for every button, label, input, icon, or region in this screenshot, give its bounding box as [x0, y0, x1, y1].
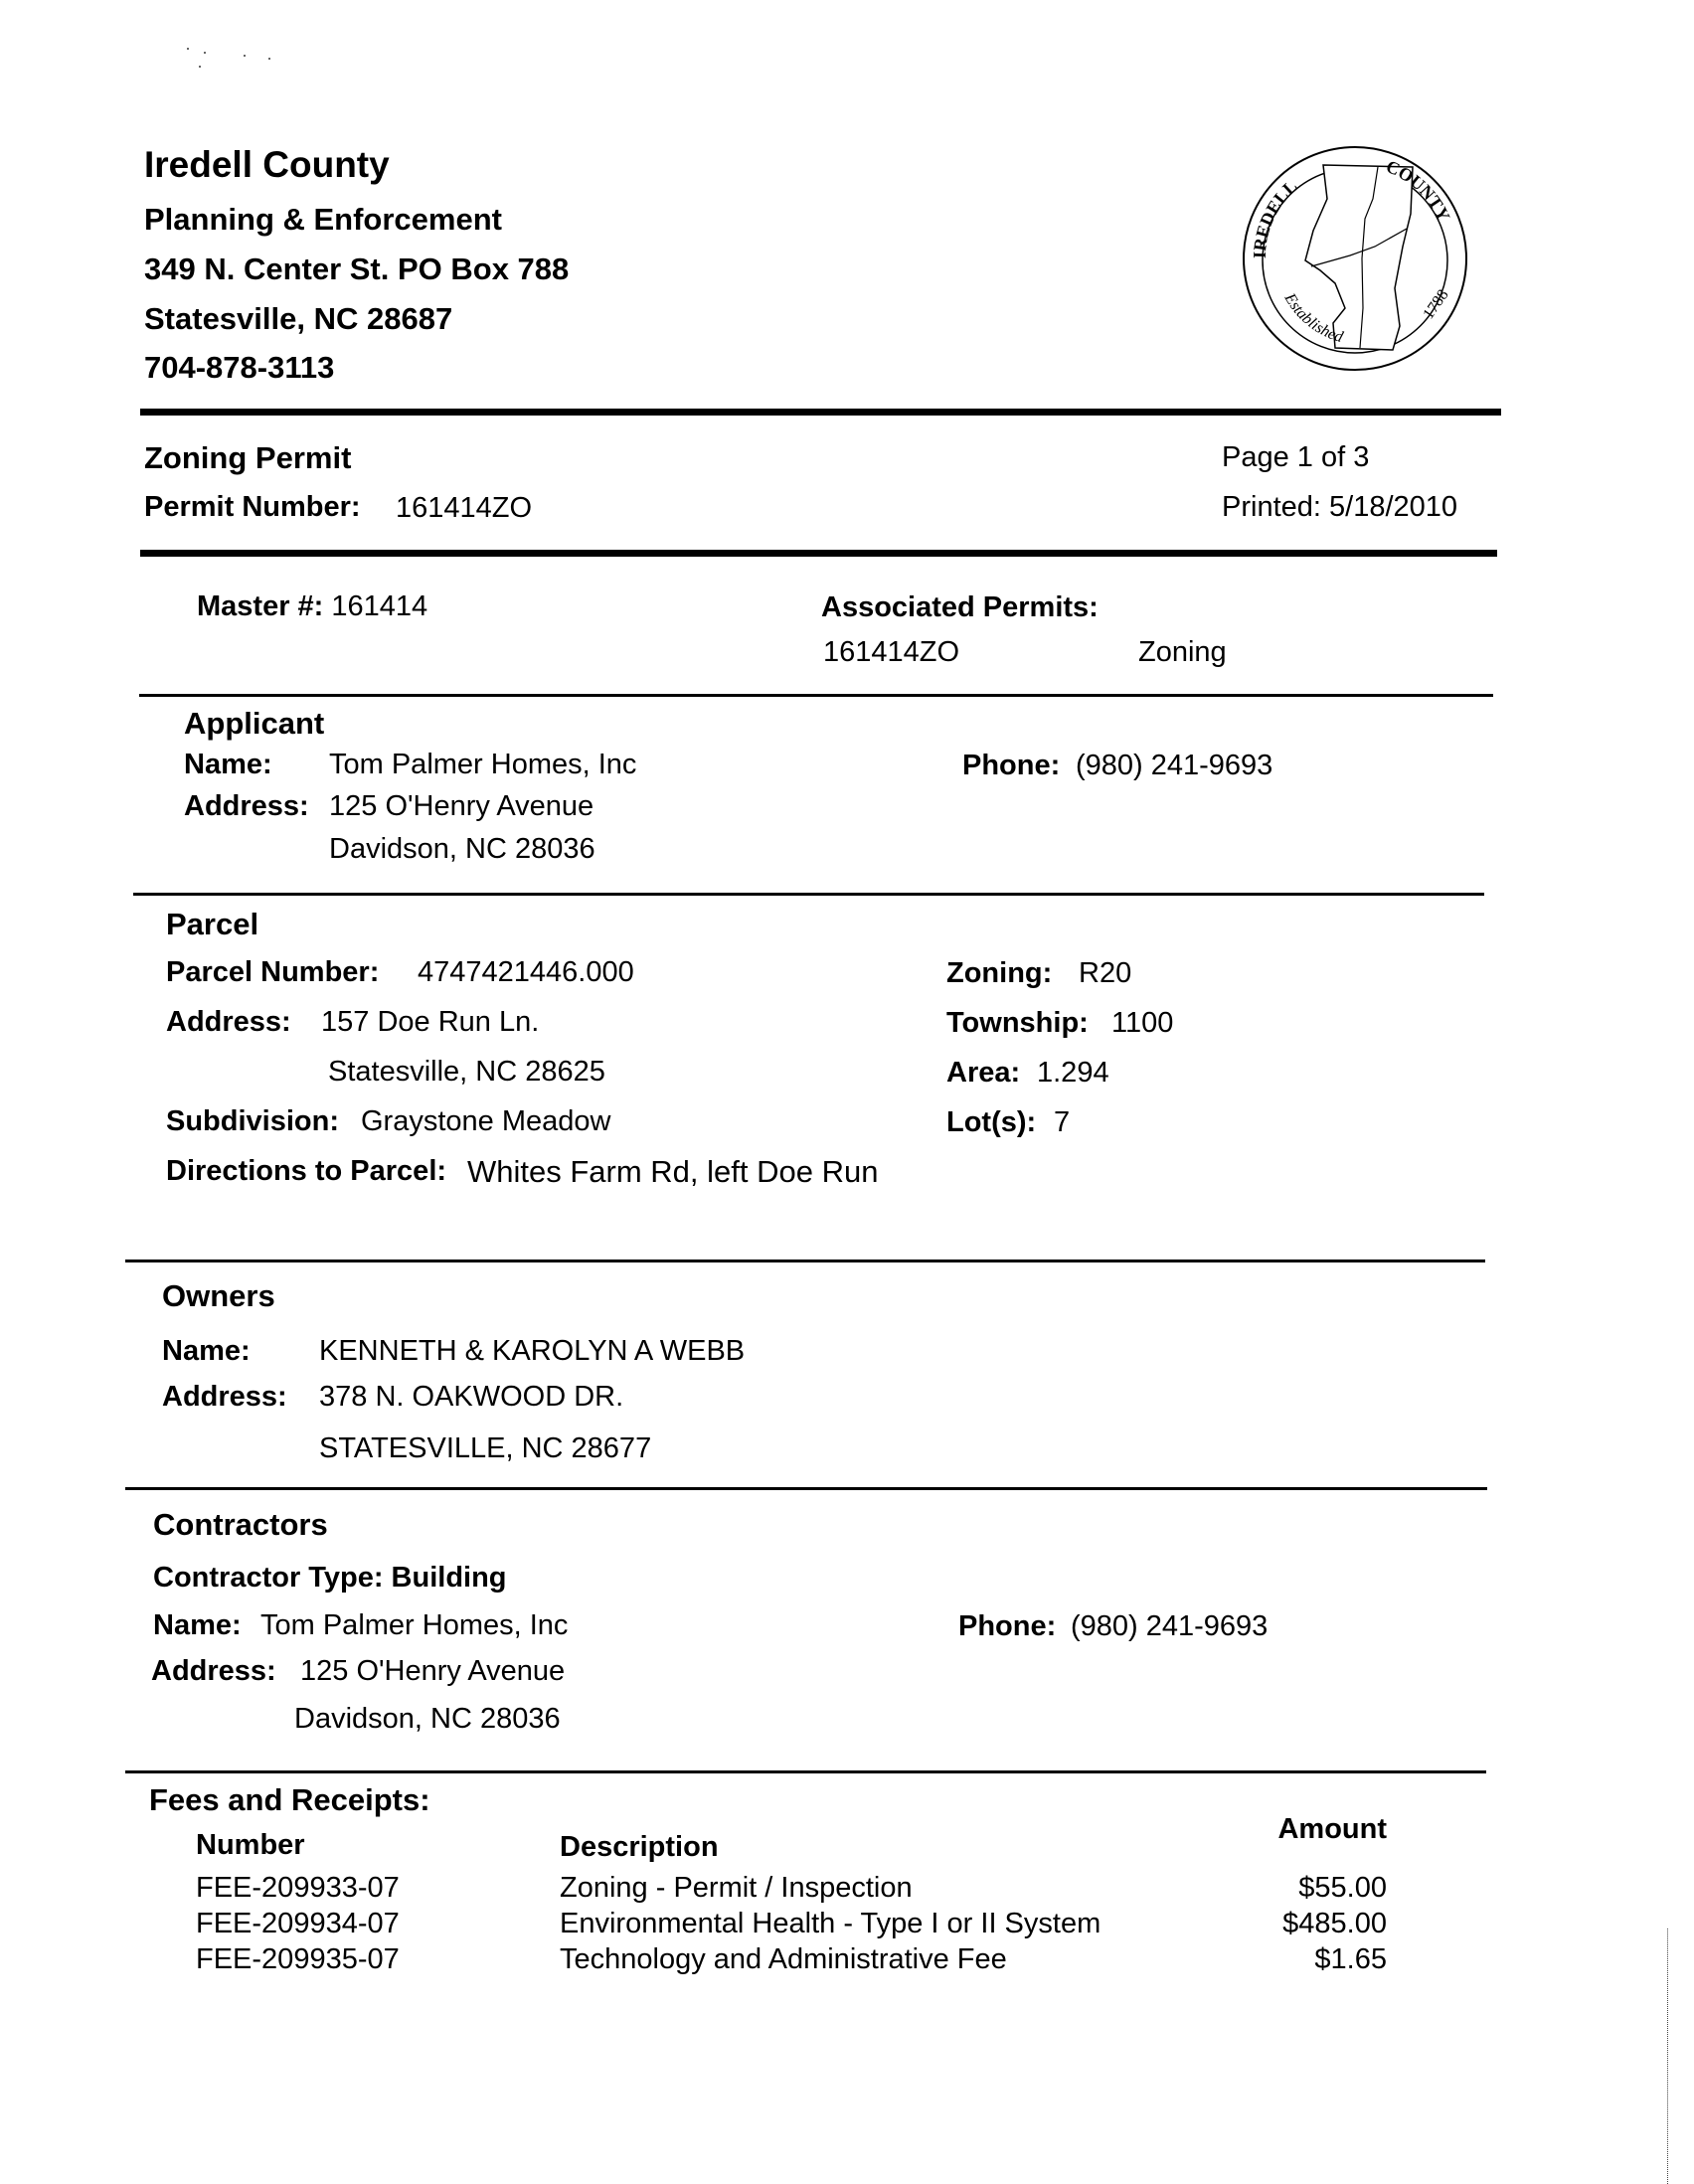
applicant-phone: (980) 241-9693 [1076, 750, 1273, 781]
applicant-phone-label: Phone: [962, 750, 1061, 781]
parcel-address-line1: 157 Doe Run Ln. [321, 1006, 540, 1038]
associated-permit-number: 161414ZO [823, 636, 960, 668]
fee-row [0, 1872, 1694, 1906]
fee-number: FEE-209935-07 [196, 1943, 400, 1975]
seal-text-top-left: IREDELL [1249, 175, 1301, 259]
applicant-name-label: Name: [184, 749, 272, 780]
fees-column-amount: Amount [1277, 1813, 1387, 1845]
owner-address-line2: STATESVILLE, NC 28677 [319, 1432, 652, 1464]
contractor-name: Tom Palmer Homes, Inc [260, 1609, 569, 1641]
fee-row [0, 1908, 1694, 1941]
printed-date [1222, 491, 1457, 524]
owner-address-label: Address: [162, 1381, 287, 1413]
section-divider [125, 1487, 1487, 1490]
section-divider [125, 1260, 1485, 1262]
header-divider [140, 409, 1501, 416]
parcel-address-line2: Statesville, NC 28625 [328, 1056, 605, 1088]
fees-column-description: Description [560, 1831, 719, 1863]
contractor-phone-label: Phone: [958, 1610, 1057, 1642]
fee-row [0, 1943, 1694, 1977]
applicant-address-line1: 125 O'Henry Avenue [329, 790, 594, 822]
seal-year: 1788 [1420, 286, 1452, 323]
contractor-type-value: Building [391, 1562, 507, 1594]
applicant-heading: Applicant [184, 706, 325, 741]
permit-divider [140, 550, 1497, 557]
associated-permit-type: Zoning [1138, 636, 1227, 668]
fees-column-number: Number [196, 1829, 305, 1861]
applicant-name: Tom Palmer Homes, Inc [329, 749, 637, 780]
fee-description: Zoning - Permit / Inspection [560, 1872, 913, 1904]
contractor-phone: (980) 241-9693 [1071, 1610, 1269, 1642]
seal-text-bottom: Established [1280, 290, 1345, 347]
contractor-address-label: Address: [151, 1655, 276, 1687]
agency-phone: 704-878-3113 [144, 350, 335, 385]
master-number [197, 590, 427, 623]
agency-address-line1: 349 N. Center St. PO Box 788 [144, 252, 570, 286]
contractor-type-label: Contractor Type: [153, 1562, 384, 1594]
applicant-address-label: Address: [184, 790, 309, 822]
fee-number: FEE-209934-07 [196, 1908, 400, 1939]
fee-number: FEE-209933-07 [196, 1872, 400, 1904]
fee-amount: $1.65 [1314, 1943, 1387, 1975]
section-divider [133, 893, 1484, 896]
scan-edge [1667, 1929, 1669, 2184]
permit-title: Zoning Permit [144, 440, 352, 475]
zoning: R20 [1079, 957, 1132, 989]
contractor-name-label: Name: [153, 1609, 242, 1641]
fee-amount: $485.00 [1282, 1908, 1387, 1939]
applicant-address-line2: Davidson, NC 28036 [329, 833, 595, 865]
scan-artifact [187, 48, 189, 50]
associated-permits-label: Associated Permits: [821, 591, 1099, 623]
contractors-heading: Contractors [153, 1507, 328, 1542]
fees-heading: Fees and Receipts: [149, 1782, 430, 1817]
owner-address-line1: 378 N. OAKWOOD DR. [319, 1381, 624, 1413]
owner-name-label: Name: [162, 1335, 251, 1367]
subdivision-label: Subdivision: [166, 1105, 339, 1137]
area-label: Area: [946, 1057, 1021, 1089]
township-label: Township: [946, 1007, 1089, 1039]
owners-heading: Owners [162, 1278, 275, 1313]
master-label: Master #: [197, 590, 324, 622]
printed-label: Printed: [1222, 491, 1321, 523]
subdivision: Graystone Meadow [361, 1105, 611, 1137]
scan-artifact [199, 66, 201, 68]
page-indicator: Page 1 of 3 [1222, 441, 1370, 473]
master-value: 161414 [331, 590, 428, 622]
section-divider [139, 694, 1493, 697]
agency-address-line2: Statesville, NC 28687 [144, 301, 453, 336]
contractor-address-line1: 125 O'Henry Avenue [300, 1655, 566, 1687]
area: 1.294 [1037, 1057, 1109, 1089]
county-seal-icon [1236, 139, 1474, 383]
section-divider [125, 1770, 1486, 1773]
parcel-address-label: Address: [166, 1006, 291, 1038]
scan-artifact [204, 52, 206, 54]
agency-name: Iredell County [144, 144, 390, 185]
fee-amount: $55.00 [1298, 1872, 1387, 1904]
printed-value: 5/18/2010 [1329, 491, 1458, 523]
permit-number-label: Permit Number: [144, 491, 361, 523]
township: 1100 [1111, 1007, 1174, 1039]
scan-artifact [244, 55, 246, 57]
fee-description: Technology and Administrative Fee [560, 1943, 1007, 1975]
directions-label: Directions to Parcel: [166, 1155, 447, 1187]
zoning-label: Zoning: [946, 957, 1053, 989]
parcel-number-label: Parcel Number: [166, 956, 380, 988]
contractor-type [153, 1562, 507, 1595]
permit-number: 161414ZO [396, 492, 533, 524]
lots-label: Lot(s): [946, 1106, 1037, 1138]
parcel-number: 4747421446.000 [418, 956, 634, 988]
parcel-heading: Parcel [166, 907, 259, 941]
agency-department: Planning & Enforcement [144, 202, 502, 237]
seal-text-top-right: COUNTY [1383, 156, 1454, 225]
owner-name: KENNETH & KAROLYN A WEBB [319, 1335, 746, 1367]
scan-artifact [268, 58, 270, 60]
directions: Whites Farm Rd, left Doe Run [467, 1154, 879, 1189]
contractor-address-line2: Davidson, NC 28036 [294, 1703, 561, 1735]
fee-description: Environmental Health - Type I or II System [560, 1908, 1101, 1939]
lots: 7 [1054, 1106, 1071, 1138]
